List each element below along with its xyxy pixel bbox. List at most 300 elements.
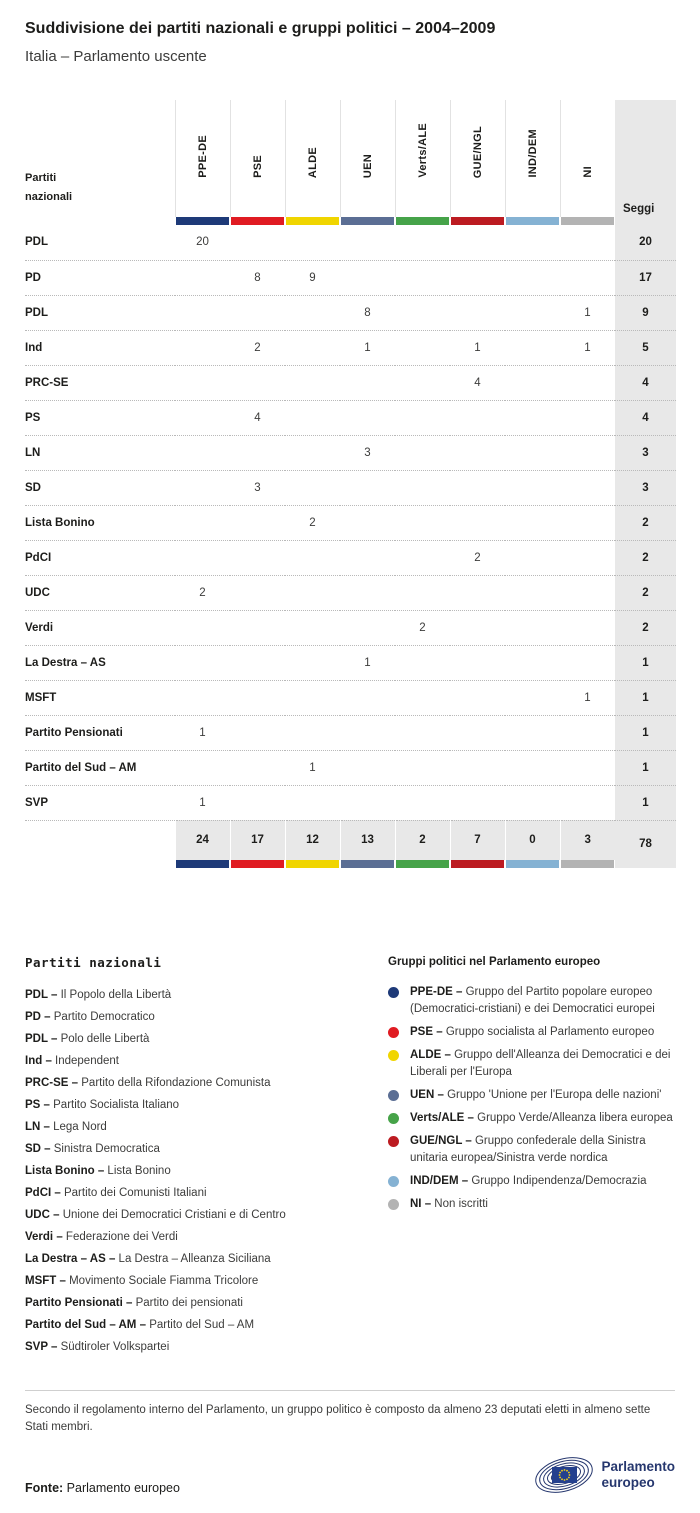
party-name-cell: La Destra – AS xyxy=(25,645,175,680)
table-row xyxy=(25,785,676,820)
group-legend-name: Gruppo dell'Alleanza dei Democratici e dei Liberali per l'Europa xyxy=(410,1049,671,1078)
seat-count-cell xyxy=(285,365,340,400)
group-color-bar xyxy=(341,217,394,225)
group-legend-text xyxy=(410,1175,647,1187)
group-legend-name: Non iscritti xyxy=(434,1198,488,1210)
group-column-header xyxy=(395,100,450,217)
ep-logo-text-line2: europeo xyxy=(601,1475,655,1490)
party-legend-item xyxy=(25,1204,360,1226)
seats-table xyxy=(25,100,676,868)
party-legend-abbr: PdCI – xyxy=(25,1187,64,1199)
party-legend-item xyxy=(25,1050,360,1072)
table-row xyxy=(25,295,676,330)
group-color-bar-cell xyxy=(230,217,285,225)
seat-count-cell: 4 xyxy=(230,400,285,435)
group-color-dot xyxy=(388,987,399,998)
seat-count-cell: 3 xyxy=(230,470,285,505)
seat-count-cell xyxy=(560,260,615,295)
seat-count-cell: 1 xyxy=(560,330,615,365)
seat-count-cell xyxy=(450,470,505,505)
legend-groups-title: Gruppi politici nel Parlamento europeo xyxy=(388,956,601,968)
seat-count-cell xyxy=(505,750,560,785)
seat-count-cell xyxy=(340,225,395,260)
seat-count-cell xyxy=(395,435,450,470)
seat-count-cell: 9 xyxy=(285,260,340,295)
party-legend-item xyxy=(25,1314,360,1336)
corner-label-line: Partiti xyxy=(25,171,57,184)
seat-count-cell xyxy=(285,435,340,470)
seat-count-cell: 1 xyxy=(450,330,505,365)
group-column-header xyxy=(285,100,340,217)
party-legend-abbr: MSFT – xyxy=(25,1275,70,1287)
seat-count-cell xyxy=(505,330,560,365)
group-color-bar xyxy=(231,217,284,225)
group-legend-name: Gruppo socialista al Parlamento europeo xyxy=(445,1026,655,1038)
party-name-cell: SD xyxy=(25,470,175,505)
seat-count-cell xyxy=(450,225,505,260)
seat-count-cell xyxy=(450,295,505,330)
seat-count-cell xyxy=(395,540,450,575)
seat-count-cell xyxy=(230,295,285,330)
group-color-dot xyxy=(388,1090,399,1101)
group-column-header xyxy=(450,100,505,217)
seat-count-cell xyxy=(505,645,560,680)
seat-count-cell xyxy=(230,785,285,820)
group-legend-text xyxy=(410,1026,654,1038)
party-name-cell: PRC-SE xyxy=(25,365,175,400)
seat-count-cell: 1 xyxy=(175,715,230,750)
party-name-cell: PS xyxy=(25,400,175,435)
party-legend-name: Lista Bonino xyxy=(107,1165,171,1177)
group-legend-abbr: PSE – xyxy=(410,1026,446,1038)
seat-count-cell xyxy=(505,225,560,260)
seat-count-cell xyxy=(285,680,340,715)
seat-count-cell xyxy=(505,540,560,575)
party-legend-name: Partito dei Comunisti Italiani xyxy=(63,1187,207,1199)
seat-count-cell xyxy=(230,505,285,540)
group-column-header xyxy=(340,100,395,217)
party-legend-item xyxy=(25,1160,360,1182)
group-color-bar xyxy=(561,860,614,868)
seat-count-cell xyxy=(560,435,615,470)
seat-count-cell xyxy=(505,610,560,645)
group-total-cell: 7 xyxy=(450,820,505,860)
seat-count-cell xyxy=(450,575,505,610)
row-total-cell: 3 xyxy=(615,435,676,470)
party-name-cell: UDC xyxy=(25,575,175,610)
party-name-cell: PD xyxy=(25,260,175,295)
seat-count-cell xyxy=(560,645,615,680)
seat-count-cell xyxy=(285,225,340,260)
group-column-header xyxy=(505,100,560,217)
seat-count-cell xyxy=(285,785,340,820)
group-legend-abbr: ALDE – xyxy=(410,1049,455,1061)
table-row xyxy=(25,330,676,365)
party-legend-name: Partito del Sud – AM xyxy=(149,1319,255,1331)
seat-count-cell xyxy=(505,365,560,400)
group-column-label: NI xyxy=(581,166,594,178)
corner-label-line: nazionali xyxy=(25,190,73,203)
group-legend-item xyxy=(388,984,680,1018)
seat-count-cell xyxy=(230,365,285,400)
seat-count-cell xyxy=(505,435,560,470)
seat-count-cell xyxy=(285,400,340,435)
table-row xyxy=(25,505,676,540)
seat-count-cell xyxy=(230,540,285,575)
row-total-cell: 2 xyxy=(615,540,676,575)
row-total-cell: 4 xyxy=(615,400,676,435)
group-color-bar-cell xyxy=(560,860,615,868)
table-row xyxy=(25,400,676,435)
seat-count-cell: 20 xyxy=(175,225,230,260)
seat-count-cell xyxy=(395,785,450,820)
group-column-header xyxy=(560,100,615,217)
party-legend-item xyxy=(25,1028,360,1050)
group-legend-name: Gruppo del Partito popolare europeo (Democratici-cristiani) e dei Democratici europei xyxy=(410,986,655,1015)
national-parties-corner-label xyxy=(25,100,175,217)
seat-count-cell xyxy=(285,610,340,645)
table-row xyxy=(25,470,676,505)
seat-count-cell xyxy=(175,365,230,400)
group-legend-item xyxy=(388,1087,680,1104)
seat-count-cell xyxy=(395,295,450,330)
party-legend-item xyxy=(25,1226,360,1248)
source-label: Fonte: xyxy=(25,1481,64,1495)
seat-count-cell: 4 xyxy=(450,365,505,400)
seat-count-cell xyxy=(505,295,560,330)
seat-count-cell: 2 xyxy=(175,575,230,610)
table-row xyxy=(25,225,676,260)
seat-count-cell xyxy=(340,610,395,645)
group-legend-text xyxy=(410,986,655,1015)
party-legend-item xyxy=(25,1006,360,1028)
seat-count-cell xyxy=(340,260,395,295)
row-total-cell: 1 xyxy=(615,715,676,750)
seats-column-header: Seggi xyxy=(615,100,676,225)
group-legend-text xyxy=(410,1089,661,1101)
seat-count-cell xyxy=(175,330,230,365)
group-legend-name: Gruppo 'Unione per l'Europa delle nazioni' xyxy=(447,1089,662,1101)
seat-count-cell xyxy=(395,715,450,750)
row-total-cell: 2 xyxy=(615,505,676,540)
seat-count-cell xyxy=(505,470,560,505)
party-legend-list xyxy=(25,984,360,1358)
group-legend-abbr: GUE/NGL – xyxy=(410,1135,475,1147)
seat-count-cell xyxy=(340,575,395,610)
party-legend-item xyxy=(25,1270,360,1292)
group-legend-item xyxy=(388,1024,680,1041)
party-name-cell: Partito Pensionati xyxy=(25,715,175,750)
row-total-cell: 3 xyxy=(615,470,676,505)
group-legend-abbr: PPE-DE – xyxy=(410,986,466,998)
group-color-bar-cell xyxy=(450,860,505,868)
party-name-cell: Verdi xyxy=(25,610,175,645)
party-legend-item xyxy=(25,984,360,1006)
seat-count-cell xyxy=(175,505,230,540)
seat-count-cell xyxy=(340,400,395,435)
party-legend-name: Unione dei Democratici Cristiani e di Centro xyxy=(62,1209,286,1221)
group-color-bar-cell xyxy=(175,860,230,868)
group-column-label: GUE/NGL xyxy=(471,125,484,178)
group-column-label: PSE xyxy=(251,155,264,178)
group-legend-abbr: NI – xyxy=(410,1198,435,1210)
seat-count-cell xyxy=(505,400,560,435)
group-color-bar-cell xyxy=(340,860,395,868)
seat-count-cell xyxy=(505,680,560,715)
seat-count-cell xyxy=(450,715,505,750)
group-color-bar xyxy=(396,860,449,868)
seat-count-cell xyxy=(560,610,615,645)
group-column-label: Verts/ALE xyxy=(416,123,429,178)
table-row xyxy=(25,750,676,785)
legend-parties-title: Partiti nazionali xyxy=(25,955,162,970)
group-legend-text xyxy=(410,1049,670,1078)
party-legend-abbr: Ind – xyxy=(25,1055,56,1067)
grand-total-cell: 78 xyxy=(615,820,676,868)
group-color-dot xyxy=(388,1050,399,1061)
row-total-cell: 9 xyxy=(615,295,676,330)
seat-count-cell xyxy=(175,400,230,435)
group-legend-text xyxy=(410,1112,673,1124)
group-color-bar-cell xyxy=(285,860,340,868)
seat-count-cell xyxy=(340,680,395,715)
seat-count-cell xyxy=(560,365,615,400)
group-legend-item xyxy=(388,1196,680,1213)
seat-count-cell xyxy=(560,470,615,505)
seat-count-cell xyxy=(285,715,340,750)
seat-count-cell xyxy=(230,225,285,260)
party-legend-name: Partito della Rifondazione Comunista xyxy=(81,1077,271,1089)
group-column-label: UEN xyxy=(361,153,374,178)
seat-count-cell xyxy=(395,330,450,365)
party-legend-item xyxy=(25,1292,360,1314)
seat-count-cell xyxy=(340,365,395,400)
group-color-bar-cell xyxy=(450,217,505,225)
seat-count-cell xyxy=(505,575,560,610)
group-color-bar xyxy=(231,860,284,868)
group-legend-text xyxy=(410,1198,488,1210)
party-legend-name: Lega Nord xyxy=(53,1121,107,1133)
group-color-bar-cell xyxy=(230,860,285,868)
seat-count-cell xyxy=(505,260,560,295)
footer-divider xyxy=(25,1390,675,1391)
group-legend-abbr: Verts/ALE – xyxy=(410,1112,478,1124)
group-color-bar xyxy=(506,217,559,225)
group-column-header xyxy=(230,100,285,217)
seat-count-cell: 1 xyxy=(175,785,230,820)
group-total-cell: 3 xyxy=(560,820,615,860)
seat-count-cell xyxy=(285,575,340,610)
table-row xyxy=(25,435,676,470)
seat-count-cell xyxy=(450,610,505,645)
bar-row-spacer xyxy=(25,860,175,868)
seat-count-cell xyxy=(560,225,615,260)
party-legend-item xyxy=(25,1138,360,1160)
group-total-cell: 0 xyxy=(505,820,560,860)
party-legend-abbr: LN – xyxy=(25,1121,54,1133)
seat-count-cell xyxy=(175,540,230,575)
group-total-cell: 24 xyxy=(175,820,230,860)
seat-count-cell: 8 xyxy=(230,260,285,295)
group-legend-item xyxy=(388,1173,680,1190)
party-legend-name: Il Popolo della Libertà xyxy=(60,989,172,1001)
totals-row xyxy=(25,820,676,860)
seat-count-cell xyxy=(505,505,560,540)
party-legend-abbr: SVP – xyxy=(25,1341,61,1353)
seat-count-cell xyxy=(230,435,285,470)
group-total-cell: 13 xyxy=(340,820,395,860)
group-color-bar xyxy=(561,217,614,225)
party-legend-abbr: PDL – xyxy=(25,1033,61,1045)
totals-spacer-cell xyxy=(25,820,175,860)
party-legend-name: Partito Democratico xyxy=(53,1011,155,1023)
party-legend-item xyxy=(25,1336,360,1358)
table-row xyxy=(25,645,676,680)
seat-count-cell xyxy=(560,575,615,610)
seat-count-cell xyxy=(395,365,450,400)
party-legend-name: La Destra – Alleanza Siciliana xyxy=(118,1253,271,1265)
seat-count-cell xyxy=(450,505,505,540)
group-color-bar xyxy=(451,217,504,225)
party-legend-name: Federazione dei Verdi xyxy=(65,1231,178,1243)
seat-count-cell xyxy=(230,575,285,610)
ep-logo-icon xyxy=(533,1448,595,1502)
seat-count-cell: 8 xyxy=(340,295,395,330)
table-row xyxy=(25,540,676,575)
party-legend-item xyxy=(25,1182,360,1204)
group-legend-abbr: UEN – xyxy=(410,1089,448,1101)
group-color-bar-cell xyxy=(395,217,450,225)
group-color-bar xyxy=(341,860,394,868)
party-legend-name: Independent xyxy=(55,1055,119,1067)
seat-count-cell xyxy=(395,750,450,785)
row-total-cell: 2 xyxy=(615,610,676,645)
group-total-cell: 2 xyxy=(395,820,450,860)
group-color-bar xyxy=(286,860,339,868)
seat-count-cell xyxy=(450,400,505,435)
group-column-label: ALDE xyxy=(306,146,319,178)
seat-count-cell xyxy=(450,785,505,820)
group-color-bar-cell xyxy=(395,860,450,868)
page-subtitle: Italia – Parlamento uscente xyxy=(25,48,207,65)
party-legend-abbr: Partito Pensionati – xyxy=(25,1297,136,1309)
seat-count-cell: 2 xyxy=(450,540,505,575)
seat-count-cell xyxy=(340,540,395,575)
table-row xyxy=(25,610,676,645)
group-legend-name: Gruppo Indipendenza/Democrazia xyxy=(471,1175,647,1187)
seat-count-cell xyxy=(395,645,450,680)
seat-count-cell: 1 xyxy=(560,680,615,715)
party-legend-abbr: Lista Bonino – xyxy=(25,1165,108,1177)
seat-count-cell xyxy=(175,680,230,715)
party-name-cell: PDL xyxy=(25,295,175,330)
group-color-bar xyxy=(506,860,559,868)
row-total-cell: 4 xyxy=(615,365,676,400)
group-color-bar xyxy=(286,217,339,225)
seat-count-cell: 2 xyxy=(395,610,450,645)
party-legend-abbr: La Destra – AS – xyxy=(25,1253,119,1265)
seat-count-cell xyxy=(285,540,340,575)
group-color-bar-row xyxy=(25,217,676,225)
seat-count-cell xyxy=(175,435,230,470)
party-legend-name: Sinistra Democratica xyxy=(53,1143,160,1155)
group-legend-text xyxy=(410,1135,646,1164)
group-color-bar xyxy=(451,860,504,868)
group-legend-abbr: IND/DEM – xyxy=(410,1175,472,1187)
group-color-bar-cell xyxy=(505,217,560,225)
seat-count-cell xyxy=(175,645,230,680)
seat-count-cell: 3 xyxy=(340,435,395,470)
ep-logo-text xyxy=(601,1459,675,1491)
party-legend-item xyxy=(25,1072,360,1094)
party-legend-abbr: SD – xyxy=(25,1143,54,1155)
group-color-bar xyxy=(176,217,229,225)
party-legend-abbr: PRC-SE – xyxy=(25,1077,82,1089)
seat-count-cell xyxy=(395,400,450,435)
table-row xyxy=(25,365,676,400)
group-legend-item xyxy=(388,1110,680,1127)
seat-count-cell xyxy=(450,435,505,470)
group-color-dot xyxy=(388,1136,399,1147)
legend-groups xyxy=(388,956,680,1219)
group-legend-item xyxy=(388,1047,680,1081)
group-legend-item xyxy=(388,1133,680,1167)
seat-count-cell xyxy=(340,470,395,505)
seat-count-cell xyxy=(230,610,285,645)
seat-count-cell xyxy=(230,645,285,680)
seat-count-cell xyxy=(395,505,450,540)
group-color-bar xyxy=(176,860,229,868)
seat-count-cell xyxy=(505,715,560,750)
party-legend-item xyxy=(25,1116,360,1138)
table-row xyxy=(25,260,676,295)
party-legend-abbr: PD – xyxy=(25,1011,54,1023)
group-legend-name: Gruppo Verde/Alleanza libera europea xyxy=(477,1112,673,1124)
group-color-bar-cell xyxy=(285,217,340,225)
group-color-bar xyxy=(396,217,449,225)
group-color-dot xyxy=(388,1199,399,1210)
seat-count-cell xyxy=(560,540,615,575)
seat-count-cell xyxy=(560,400,615,435)
seat-count-cell xyxy=(395,260,450,295)
group-color-bar-cell xyxy=(560,217,615,225)
row-total-cell: 1 xyxy=(615,785,676,820)
party-legend-name: Partito Socialista Italiano xyxy=(53,1099,180,1111)
table-header-row xyxy=(25,100,676,217)
group-column-label: IND/DEM xyxy=(526,129,539,178)
seat-count-cell xyxy=(560,750,615,785)
page-title: Suddivisione dei partiti nazionali e gruppi politici – 2004–2009 xyxy=(25,20,496,37)
source-line xyxy=(25,1481,180,1495)
group-total-cell: 17 xyxy=(230,820,285,860)
source-value: Parlamento europeo xyxy=(66,1481,180,1495)
group-color-bar-cell xyxy=(175,217,230,225)
table-row xyxy=(25,715,676,750)
seat-count-cell xyxy=(505,785,560,820)
row-total-cell: 20 xyxy=(615,225,676,260)
seat-count-cell xyxy=(450,260,505,295)
row-total-cell: 1 xyxy=(615,680,676,715)
group-legend-list xyxy=(388,984,680,1213)
seat-count-cell xyxy=(395,575,450,610)
group-color-bar-row-bottom xyxy=(25,860,676,868)
party-name-cell: SVP xyxy=(25,785,175,820)
seat-count-cell xyxy=(340,505,395,540)
seat-count-cell xyxy=(175,295,230,330)
row-total-cell: 2 xyxy=(615,575,676,610)
seat-count-cell xyxy=(450,680,505,715)
seat-count-cell xyxy=(340,715,395,750)
